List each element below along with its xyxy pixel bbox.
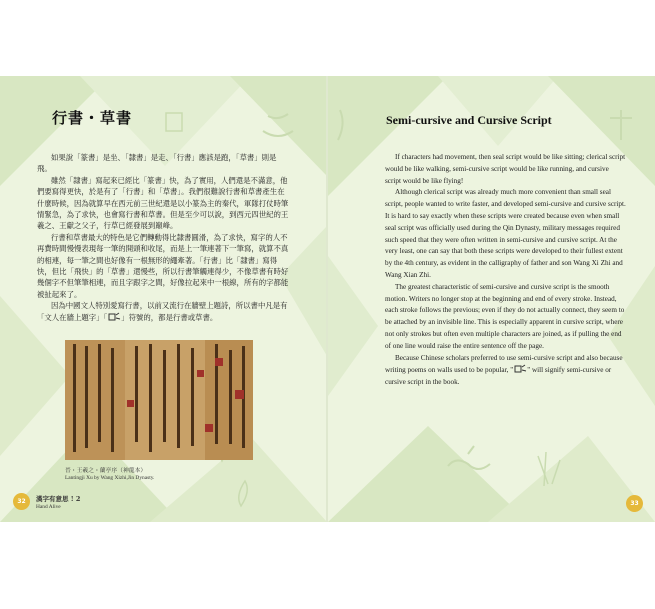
- page-number-badge: 33: [626, 495, 643, 512]
- left-page: [0, 76, 327, 522]
- page-title: Semi-cursive and Cursive Script: [386, 113, 552, 127]
- paragraph: The greatest characteristic of semi-cursive and cursive script is the smooth motion. Writers no longer stop at the beginning and end of every stroke. Instead, each stroke follows the previous; even if they do not actually connect, they seem to be attached by an invisible line. This is especially apparent in cursive script, where not only strokes but often even multiple characters are joined, as if pulling the end of one line would raise the entire sentence off the page.: [385, 282, 625, 350]
- top-margin: [0, 0, 655, 76]
- body-text: [37, 152, 289, 323]
- paragraph-part: 因為中國文人特別愛寫行書，以前又流行在牆壁上題詩，所以書中凡是有「文人在牆上題字」「: [37, 301, 288, 322]
- paragraph: [385, 353, 626, 389]
- wall-writing-icon: [107, 312, 121, 322]
- footer-sep: !: [68, 495, 76, 503]
- page-title: 行書・草書: [52, 109, 133, 127]
- body-text: [385, 152, 626, 389]
- paragraph: 如果說「篆書」是坐、「隸書」是走、「行書」應該是跑，「草書」則是飛。: [37, 153, 277, 174]
- wall-writing-icon: [513, 364, 527, 374]
- paragraph: 行書和草書最大的特色是它們轉動得比隸書圓滑，為了求快，寫字的人不再費時間慢慢表現每一筆的開頭和收尾，而是上一筆連著下一筆寫，就算不真的相連，每一筆之間也好像有一根無形的繩牽著。「行書」比「隸書」寫得快，但比「飛快」的「草書」還慢些，所以行書筆觸連得少，不像草書有時好幾個字不但筆筆相連，而且字跟字之間，好像拉起來中一根線，所有的字都能被扯起來了。: [37, 232, 289, 299]
- image-caption-zh: 晉・王羲之・蘭亭序（神龍本）: [65, 468, 147, 474]
- paragraph: If characters had movement, then seal script would be like sitting; clerical script would be like walking, semi-cursive script would be like running, and cursive script would be like flying!: [385, 153, 626, 185]
- paragraph: Although clerical script was already much more convenient than small seal script, people wanted to write faster, and developed semi-cursive and cursive script. It is hard to say exactly when these scripts were created because even when small seal script was officially used during the Qin Dynasty, military messages required such speed that they were often written in semi-cursive and cursive script. At the very least, one can say that both these scripts were developed to their fullest extent by the 4th century, as evident in the calligraphy of father and son Wang Xi Zhi and Wang Xian Zhi.: [385, 188, 626, 279]
- footer-title: [36, 494, 80, 503]
- paragraph-part: Because Chinese scholars preferred to use semi-cursive script and also because writing poems on walls used to be popular, ": [385, 353, 623, 375]
- paragraph: [37, 300, 289, 323]
- right-page: [328, 76, 655, 522]
- paragraph-part: 」符號的，都是行書或草書。: [121, 312, 218, 322]
- page-number-badge: 32: [13, 493, 30, 510]
- bottom-margin: [0, 522, 655, 609]
- paragraph: 雖然「隸書」寫起來已經比「篆書」快，為了實用，人們還是不滿意，他們要寫得更快，於是有了「行書」和「草書」。我們很難說行書和草書產生在什麼時候，因為就算早在西元前三世紀還是以小篆為主的秦代，軍隊打仗時筆情緊急，為了求快，也會寫行書和草書。但是至少可以說，到西元四世紀的王羲之、王獻之父子，行草已經發展到巔峰。: [37, 175, 289, 231]
- image-caption-en: Lantingji Xu by Wang Xizhi,Jin Dynasty.: [65, 475, 155, 481]
- lantingji-xu-scroll: [65, 340, 253, 460]
- footer-subtitle: Hand Alive: [36, 504, 61, 510]
- calligraphy-image: [65, 340, 253, 460]
- footer-number: 2: [75, 495, 81, 503]
- paragraph-part: " will signify semi-cursive or cursive script in the book.: [385, 366, 612, 387]
- footer-title-text: 漢字有意思: [36, 495, 69, 503]
